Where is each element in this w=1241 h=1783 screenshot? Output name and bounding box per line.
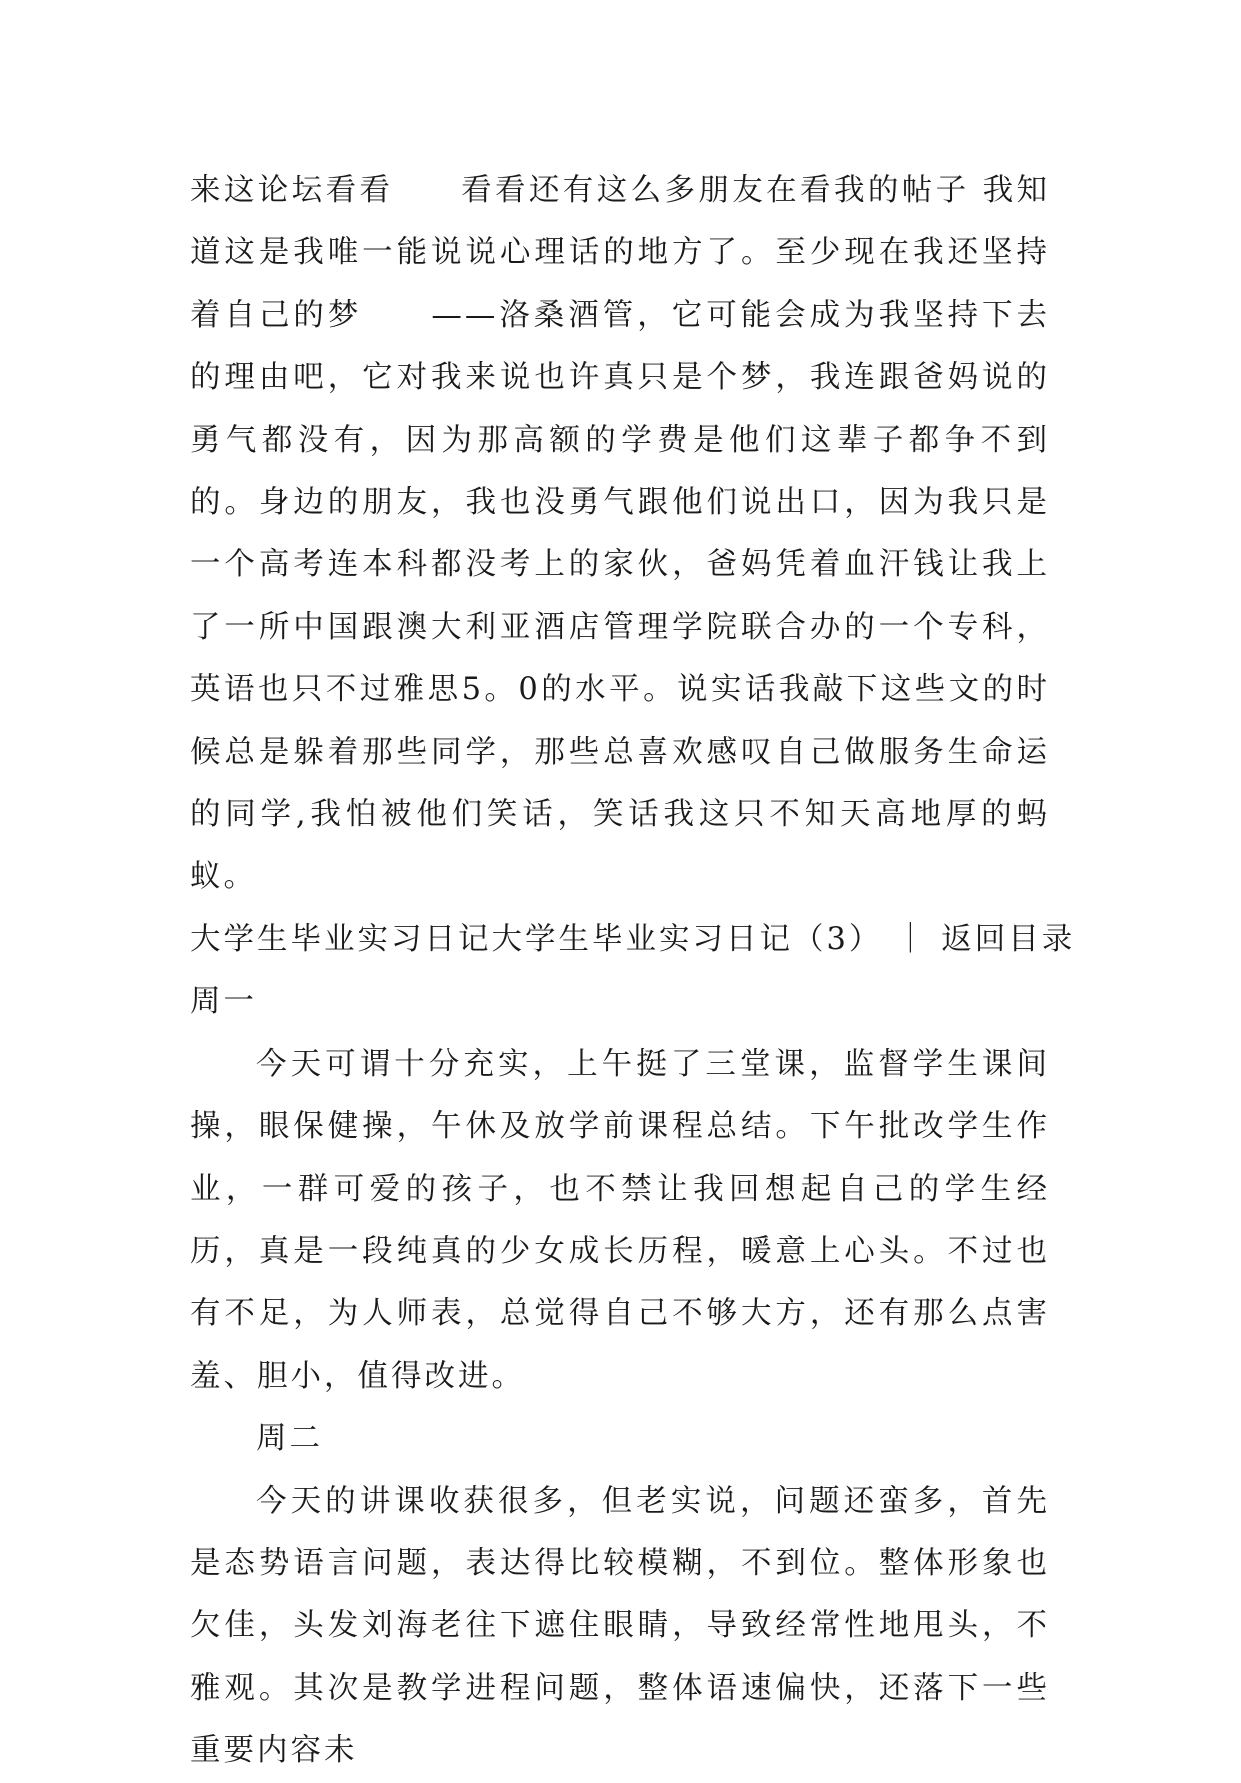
diary-section-title: 大学生毕业实习日记大学生毕业实习日记（3） ｜ 返回目录 [190,921,1076,957]
paragraph-tuesday: 今天的讲课收获很多，但老实说，问题还蛮多，首先是态势语言问题，表达得比较模糊，不到位。整体形象也欠佳，头发刘海老往下遮住眼睛，导致经常性地甩头，不雅观。其次是教学进程问题，整体语速偏快，还落下一些重要内容未 [190,1483,1050,1769]
heading-tuesday: 周二 [256,1421,323,1457]
paragraph-monday: 今天可谓十分充实，上午挺了三堂课，监督学生课间操，眼保健操，午休及放学前课程总结。下午批改学生作业，一群可爱的孩子，也不禁让我回想起自己的学生经历，真是一段纯真的少女成长历程，暖意上心头。不过也有不足，为人师表，总觉得自己不够大方，还有那么点害羞、胆小，值得改进。 [190,1046,1050,1394]
document-page [190,160,1076,1783]
paragraph-forum-post: 来这论坛看看 看看还有这么多朋友在看我的帖子 我知道这是我唯一能说说心理话的地方了。至少现在我还坚持着自己的梦 ——洛桑酒管，它可能会成为我坚持下去的理由吧，它对我来说也许真只是个梦，我连跟爸妈说的勇气都没有，因为那高额的学费是他们这辈子都争不到的。身边的朋友，我也没勇气跟他们说出口，因为我只是一个高考连本科都没考上的家伙，爸妈凭着血汗钱让我上了一所中国跟澳大利亚酒店管理学院联合办的一个专科，英语也只不过雅思5。0的水平。说实话我敲下这些文的时候总是躲着那些同学，那些总喜欢感叹自己做服务生命运的同学,我怕被他们笑话，笑话我这只不知天高地厚的蚂蚁。 [190,173,1050,895]
heading-monday: 周一 [190,984,257,1020]
